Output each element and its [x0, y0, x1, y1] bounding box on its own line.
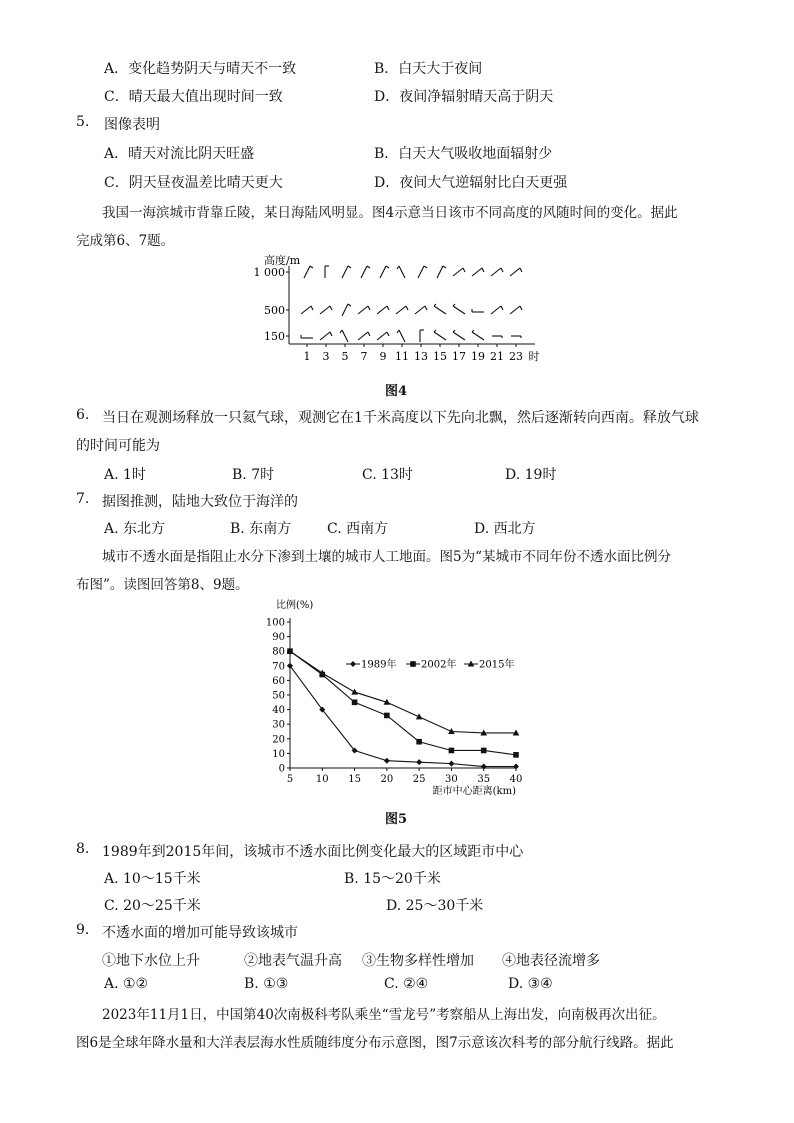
- fig4-x-tick-label: 21: [490, 350, 504, 363]
- fig4-wind-barb: [380, 266, 389, 278]
- q7-option-c: C. 西南方: [327, 521, 389, 537]
- fig4-wind-barb: [434, 304, 446, 314]
- fig4-x-tick-label: 1: [303, 350, 311, 363]
- fig5-legend: [346, 658, 514, 671]
- fig4-wind-barb: [377, 306, 389, 314]
- q5-number: 5.: [76, 114, 90, 130]
- fig4-wind-barb: [453, 304, 465, 314]
- q6-option-c: C. 13时: [362, 467, 413, 483]
- fig5-data-point: [384, 713, 390, 719]
- fig5-data-point: [351, 689, 358, 695]
- fig4-wind-barb: [491, 268, 503, 276]
- fig4-x-tick-label: 7: [360, 350, 368, 363]
- intro-8-9-line2: 布图”。读图回答第8、9题。: [76, 577, 249, 593]
- fig4-x-tick-label: 5: [341, 350, 349, 363]
- figure-5-line-chart: [258, 596, 534, 802]
- fig5-data-point: [416, 759, 422, 765]
- fig4-wind-barb: [437, 266, 446, 278]
- fig4-wind-barb: [472, 309, 484, 312]
- fig4-x-ticks: [304, 344, 540, 363]
- fig5-data-point: [513, 764, 519, 770]
- q8-option-b: B. 15～20千米: [344, 871, 441, 887]
- q9-option-c: C. ②④: [384, 976, 429, 992]
- fig5-x-tick-label: 20: [380, 774, 394, 785]
- fig5-legend-marker: [350, 661, 356, 667]
- fig4-wind-barb: [358, 332, 370, 340]
- intro-8-9-line1: 城市不透水面是指阻止水分下渗到土壤的城市人工地面。图5为“某城市不同年份不透水面比例分: [102, 549, 671, 565]
- fig4-x-tick-label: 17: [452, 350, 466, 363]
- q5-option-a: A．晴天对流比阴天旺盛: [104, 146, 255, 162]
- fig5-data-point: [448, 761, 454, 767]
- fig4-wind-barb: [492, 336, 502, 338]
- q8-option-a: A. 10～15千米: [104, 871, 201, 887]
- fig5-y-tick-label: 0: [278, 763, 285, 775]
- fig5-legend-label: 2002年: [421, 659, 457, 671]
- fig4-wind-barb: [472, 268, 484, 276]
- fig5-data-point: [481, 748, 487, 754]
- fig4-wind-barb: [472, 330, 484, 340]
- fig4-x-tick-label: 19: [471, 350, 485, 363]
- fig4-wind-barb: [320, 306, 332, 314]
- fig5-y-tick-label: 20: [272, 734, 285, 746]
- q8-stem: 1989年到2015年间，该城市不透水面比例变化最大的区域距市中心: [102, 844, 524, 860]
- intro-next-line1: 2023年11月1日，中国第40次南极科考队乘坐“雪龙号”考察船从上海出发，向南极再次出征。: [102, 1007, 666, 1023]
- q7-number: 7.: [76, 491, 90, 507]
- fig4-wind-barb: [340, 330, 348, 342]
- fig5-y-tick-label: 80: [272, 646, 285, 658]
- fig4-wind-barbs: [301, 266, 522, 342]
- fig5-y-tick-label: 30: [272, 719, 285, 731]
- fig4-y-tick-label: 500: [264, 304, 285, 317]
- fig5-data-point: [449, 748, 455, 754]
- fig5-y-ticks: [266, 618, 290, 775]
- fig4-wind-barb: [301, 306, 313, 314]
- fig5-x-tick-label: 10: [315, 774, 329, 785]
- q9-option-d: D. ③④: [508, 976, 553, 992]
- fig4-wind-barb: [397, 266, 405, 278]
- fig4-y-tick-label: 1 000: [253, 266, 285, 279]
- fig4-wind-barb: [358, 306, 370, 314]
- fig5-x-tick-label: 40: [509, 774, 523, 785]
- q9-statement-2: ②地表气温升高: [244, 953, 342, 969]
- fig4-wind-barb: [342, 304, 351, 316]
- q4-option-a: A．变化趋势阴天与晴天不一致: [104, 61, 297, 77]
- fig5-y-tick-label: 50: [272, 690, 285, 702]
- q7-option-d: D. 西北方: [474, 521, 536, 537]
- q5-option-d: D．夜间大气逆辐射比白天更强: [374, 175, 568, 191]
- fig4-x-tick-label: 9: [379, 350, 387, 363]
- fig4-y-tick-label: 150: [264, 330, 285, 343]
- fig5-series-0: [287, 663, 519, 770]
- q4-option-b: B．白天大于夜间: [374, 61, 483, 77]
- fig5-y-tick-label: 40: [272, 705, 285, 717]
- fig4-y-ticks: [254, 266, 290, 343]
- fig5-data-point: [513, 752, 519, 758]
- fig5-y-tick-label: 100: [265, 617, 285, 629]
- q8-option-d: D. 25～30千米: [386, 898, 484, 914]
- q8-option-c: C. 20～25千米: [104, 898, 201, 914]
- fig5-data-point: [416, 739, 422, 745]
- q4-option-c: C．晴天最大值出现时间一致: [104, 89, 283, 105]
- fig5-x-ticks: [287, 768, 523, 785]
- fig4-x-tick-label: 13: [414, 350, 428, 363]
- q7-stem: 据图推测，陆地大致位于海洋的: [102, 494, 298, 510]
- fig4-wind-barb: [397, 330, 405, 342]
- fig5-data-point: [384, 758, 390, 764]
- intro-6-7-line1: 我国一海滨城市背靠丘陵，某日海陆风明显。图4示意当日该市不同高度的风随时间的变化。据此: [102, 205, 678, 221]
- intro-next-line2: 图6是全球年降水量和大洋表层海水性质随纬度分布示意图，图7示意该次科考的部分航行线路。据此: [76, 1035, 674, 1051]
- fig4-wind-barb: [453, 268, 465, 276]
- fig4-wind-barb: [418, 266, 427, 278]
- q5-option-c: C．阴天昼夜温差比晴天更大: [104, 175, 283, 191]
- fig5-x-axis-label: 距市中心距离(km): [432, 786, 516, 797]
- q8-number: 8.: [76, 841, 90, 857]
- q6-option-b: B. 7时: [232, 467, 275, 483]
- figure-4-caption: 图4: [385, 384, 408, 399]
- fig4-wind-barb: [511, 336, 521, 338]
- fig4-x-tick-label: 3: [322, 350, 330, 363]
- fig5-data-point: [352, 700, 358, 706]
- fig4-wind-barb: [325, 266, 329, 278]
- q7-option-b: B. 东南方: [230, 521, 292, 537]
- figure-4-wind-diagram: [250, 252, 550, 370]
- fig4-x-tick-label: 23: [509, 350, 523, 363]
- q9-stem: 不透水面的增加可能导致该城市: [102, 925, 298, 941]
- fig4-x-tick-label: 15: [433, 350, 447, 363]
- fig5-legend-label: 2015年: [479, 659, 515, 671]
- fig5-y-tick-label: 10: [272, 748, 285, 760]
- q9-option-b: B. ①③: [244, 976, 289, 992]
- q9-statement-3: ③生物多样性增加: [362, 953, 474, 969]
- fig4-y-label: 高度/m: [264, 254, 301, 267]
- q6-number: 6.: [76, 407, 90, 423]
- fig4-wind-barb: [415, 306, 427, 314]
- fig5-y-tick-label: 60: [272, 675, 285, 687]
- q6-stem-line1: 当日在观测场释放一只氦气球，观测它在1千米高度以下先向北飘，然后逐渐转向西南。释放气球: [102, 410, 699, 426]
- fig4-wind-barb: [510, 268, 522, 276]
- q9-statement-4: ④地表径流增多: [502, 953, 600, 969]
- q6-option-d: D. 19时: [505, 467, 557, 483]
- q6-stem-line2: 的时间可能为: [76, 438, 160, 454]
- fig5-legend-label: 1989年: [361, 659, 397, 671]
- fig5-x-tick-label: 5: [286, 774, 294, 785]
- q7-option-a: A. 东北方: [104, 521, 166, 537]
- fig5-x-tick-label: 30: [445, 774, 458, 785]
- fig5-y-axis-label: 比例(%): [276, 600, 314, 611]
- fig4-wind-barb: [304, 266, 313, 278]
- fig4-wind-barb: [361, 266, 370, 278]
- fig4-x-tick-label: 11: [395, 350, 409, 363]
- q5-option-b: B．白天大气吸收地面辐射少: [374, 146, 553, 162]
- fig4-wind-barb: [434, 330, 446, 340]
- fig5-y-tick-label: 90: [272, 632, 285, 644]
- fig5-x-tick-label: 15: [348, 774, 361, 785]
- fig5-y-tick-label: 70: [272, 661, 285, 673]
- q9-option-a: A. ①②: [104, 976, 149, 992]
- fig4-wind-barb: [301, 335, 313, 338]
- q9-number: 9.: [76, 922, 90, 938]
- fig5-x-tick-label: 35: [477, 774, 491, 785]
- fig4-wind-barb: [320, 332, 332, 340]
- figure-5-caption: 图5: [385, 812, 408, 827]
- q4-option-d: D．夜间净辐射晴天高于阴天: [374, 89, 554, 105]
- fig5-x-tick-label: 25: [412, 774, 426, 785]
- q9-statement-1: ①地下水位上升: [102, 953, 200, 969]
- q5-stem: 图像表明: [104, 117, 160, 133]
- fig4-wind-barb: [453, 330, 465, 340]
- fig4-wind-barb: [342, 266, 351, 278]
- fig4-x-unit: 时: [528, 350, 540, 363]
- fig5-legend-marker: [410, 661, 416, 667]
- q6-option-a: A. 1时: [104, 467, 146, 483]
- fig5-data-point: [481, 764, 487, 770]
- fig4-wind-barb: [491, 306, 503, 314]
- fig4-wind-barb: [377, 332, 389, 340]
- fig4-wind-barb: [510, 306, 522, 314]
- fig4-wind-barb: [420, 330, 424, 342]
- intro-6-7-line2: 完成第6、7题。: [76, 233, 175, 249]
- fig4-wind-barb: [396, 306, 408, 314]
